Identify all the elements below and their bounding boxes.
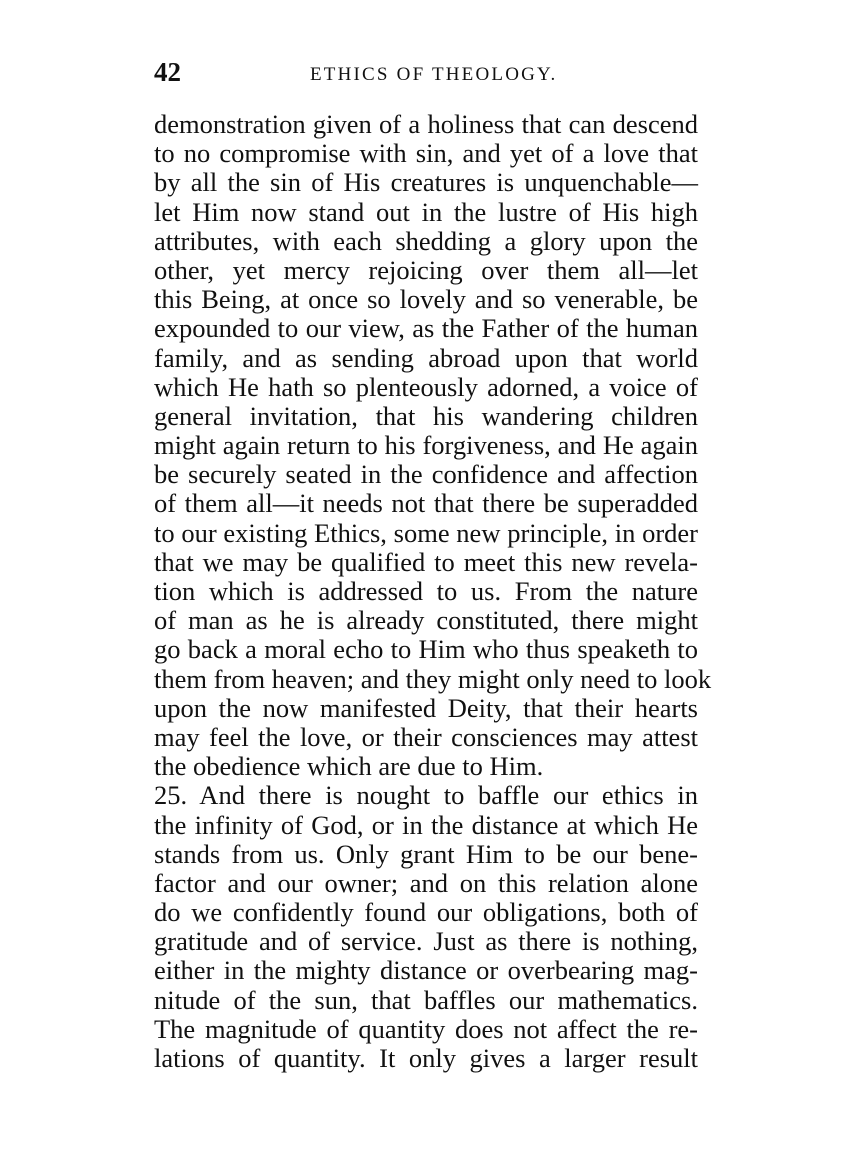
text-line: The magnitude of quantity does not affect the re- — [154, 1013, 698, 1044]
text-line: to no compromise with sin, and yet of a love that — [154, 138, 698, 169]
text-line: go back a moral echo to Him who thus speaketh to — [154, 634, 698, 665]
text-line: upon the now manifested Deity, that their hearts — [154, 692, 698, 723]
text-line: family, and as sending abroad upon that world — [154, 342, 698, 373]
text-line: let Him now stand out in the lustre of His high — [154, 196, 698, 227]
text-line: general invitation, that his wandering children — [154, 400, 698, 431]
page-number: 42 — [154, 57, 181, 87]
page-header — [154, 56, 702, 96]
text-line: to our existing Ethics, some new principle, in order — [154, 517, 698, 548]
text-line: expounded to our view, as the Father of the human — [154, 313, 698, 344]
text-line: either in the mighty distance or overbearing mag- — [154, 955, 698, 986]
paragraph-end-line: the obedience which are due to Him. — [154, 751, 544, 782]
text-line: stands from us. Only grant Him to be our bene- — [154, 838, 698, 869]
text-line: of man as he is already constituted, there might — [154, 605, 698, 636]
text-line: lations of quantity. It only gives a larger result — [154, 1043, 698, 1073]
text-line: which He hath so plenteously adorned, a voice of — [154, 371, 698, 402]
text-line: do we confidently found our obligations, both of — [154, 897, 698, 928]
text-line: may feel the love, or their consciences may attest — [154, 721, 698, 752]
text-line: gratitude and of service. Just as there is nothing, — [154, 926, 698, 957]
text-line: nitude of the sun, that baffles our mathematics. — [154, 984, 698, 1015]
text-line: attributes, with each shedding a glory upon the — [154, 225, 698, 256]
body-text — [154, 109, 712, 1073]
text-line: the infinity of God, or in the distance at which He — [154, 809, 698, 840]
text-line: tion which is addressed to us. From the nature — [154, 576, 698, 606]
running-head: ETHICS OF THEOLOGY. — [310, 64, 558, 85]
text-line: might again return to his forgiveness, and He again — [154, 430, 698, 461]
text-line: 25. And there is nought to baffle our ethics in — [154, 780, 698, 811]
text-line: other, yet mercy rejoicing over them all—let — [154, 254, 698, 285]
text-line: factor and our owner; and on this relation alone — [154, 867, 698, 898]
text-line: this Being, at once so lovely and so venerable, be — [154, 284, 698, 315]
text-line: them from heaven; and they might only need to look — [154, 663, 712, 694]
text-line: be securely seated in the confidence and affection — [154, 459, 698, 490]
text-line: that we may be qualified to meet this new revela- — [154, 546, 698, 577]
text-line: of them all—it needs not that there be superadded — [154, 488, 698, 519]
text-line: demonstration given of a holiness that can descend — [154, 109, 698, 139]
text-line: by all the sin of His creatures is unquenchable— — [154, 167, 698, 198]
